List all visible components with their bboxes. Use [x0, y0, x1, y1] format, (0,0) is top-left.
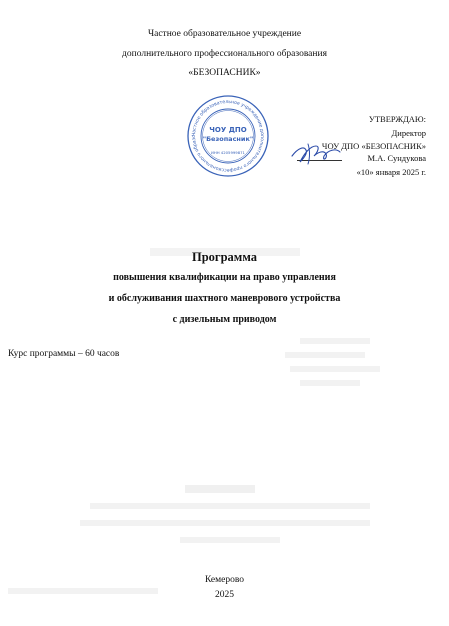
header-org-type: Частное образовательное учреждение [147, 29, 302, 39]
stamp-ring-text: Частное образовательное учреждение дополнительного профессионального образо [191, 99, 265, 173]
approval-signer: М.А. Сундукова [367, 153, 426, 163]
footer-city: Кемерово [204, 575, 245, 585]
program-subtitle-1: повышения квалификации на право управления [113, 272, 336, 283]
stamp-center-line2: "Безопасник" [202, 135, 254, 143]
course-hours: Курс программы – 60 часов [8, 349, 120, 359]
approval-org: ЧОУ ДПО «БЕЗОПАСНИК» [321, 141, 426, 151]
organization-stamp [186, 94, 270, 178]
header-org-name: «БЕЗОПАСНИК» [188, 68, 261, 78]
program-subtitle-2: и обслуживания шахтного маневрового устройства [108, 293, 341, 304]
approval-position: Директор [391, 128, 426, 138]
stamp-center-line1: ЧОУ ДПО [209, 126, 247, 134]
program-subtitle-3: с дизельным приводом [172, 314, 277, 325]
footer-year: 2025 [215, 590, 234, 600]
header-org-level: дополнительного профессионального образования [122, 49, 327, 59]
handwritten-signature [288, 140, 354, 166]
program-title: Программа [192, 250, 257, 264]
stamp-inn: ИНН 4205999871 [211, 150, 245, 155]
approval-title: УТВЕРЖДАЮ: [368, 114, 426, 124]
approval-date: «10» января 2025 г. [356, 167, 426, 177]
